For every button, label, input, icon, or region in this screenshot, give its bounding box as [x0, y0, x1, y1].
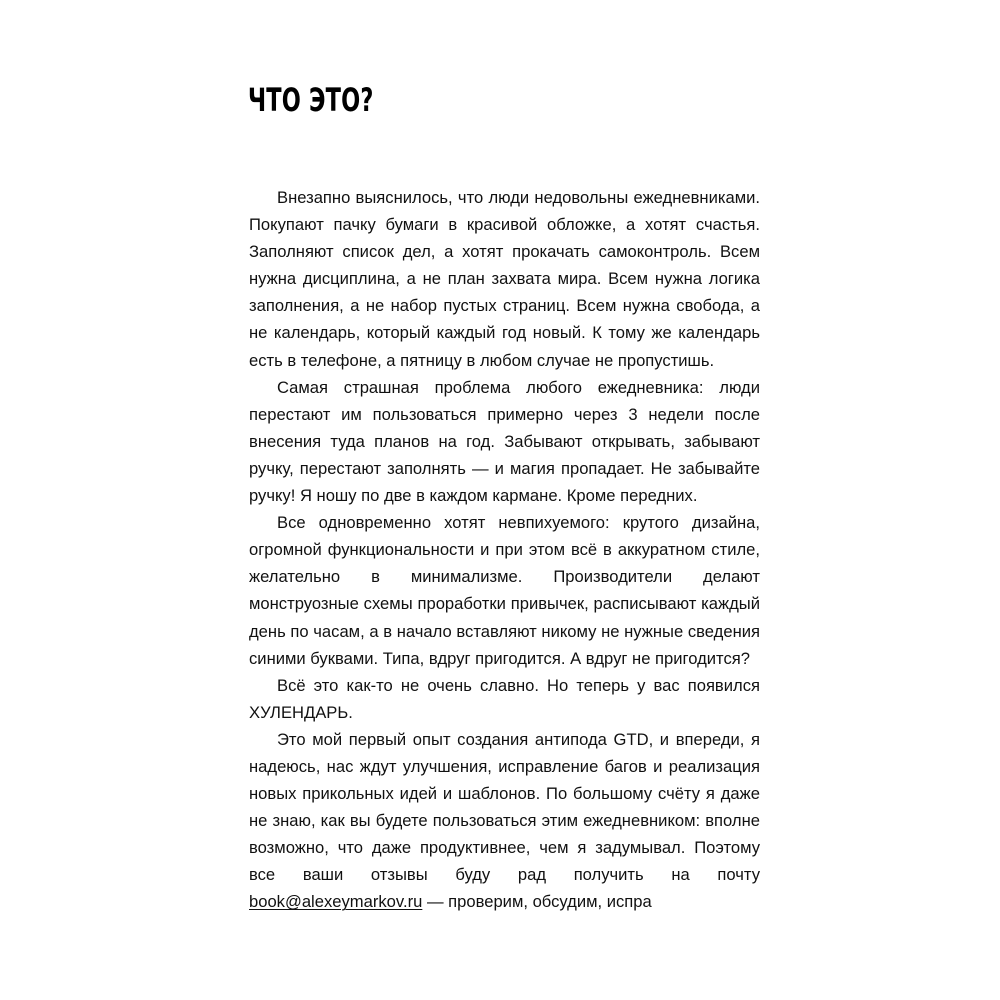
body-text-column	[249, 184, 760, 916]
paragraph-5-text-after-email: — проверим, обсудим, испра	[422, 892, 652, 912]
paragraph-5-text-before-email: Это мой первый опыт создания антипода GTD, и впереди, я надеюсь, нас ждут улучшения, исправление багов и реализация новых прикольных идей и шаблонов. По большому счёту я даже не знаю, как вы будете пользоваться этим ежедневником: вполне возможно, что даже продуктивнее, чем я задумывал. Поэтому все ваши отзывы буду рад получить на почту	[249, 729, 760, 885]
paragraph-1: Внезапно выяснилось, что люди недовольны ежедневниками. Покупают пачку бумаги в красивой обложке, а хотят счастья. Заполняют список дел, а хотят прокачать самоконтроль. Всем нужна дисциплина, а не план захвата мира. Всем нужна логика заполнения, а не набор пустых страниц. Всем нужна свобода, а не календарь, который каждый год новый. К тому же календарь есть в телефоне, а пятницу в любом случае не пропустишь.	[249, 188, 760, 370]
paragraph-2: Самая страшная проблема любого ежедневника: люди перестают им пользоваться примерно через 3 недели после внесения туда планов на год. Забывают открывать, забывают ручку, перестают заполнять — и магия пропадает. Не забывайте ручку! Я ношу по две в каждом кармане. Кроме передних.	[249, 377, 760, 506]
page-title: ЧТО ЭТО?	[248, 81, 374, 119]
paragraph-4: Всё это как-то не очень славно. Но теперь у вас появился ХУЛЕНДАРЬ.	[249, 675, 760, 722]
paragraph-5	[249, 726, 760, 916]
email-link[interactable]: book@alexeymarkov.ru	[249, 892, 423, 912]
paragraph-3: Все одновременно хотят невпихуемого: крутого дизайна, огромной функциональности и при этом всё в аккуратном стиле, желательно в минимализме. Производители делают монструозные схемы проработки привычек, расписывают каждый день по часам, а в начало вставляют никому не нужные сведения синими буквами. Типа, вдруг пригодится. А вдруг не пригодится?	[249, 513, 760, 668]
